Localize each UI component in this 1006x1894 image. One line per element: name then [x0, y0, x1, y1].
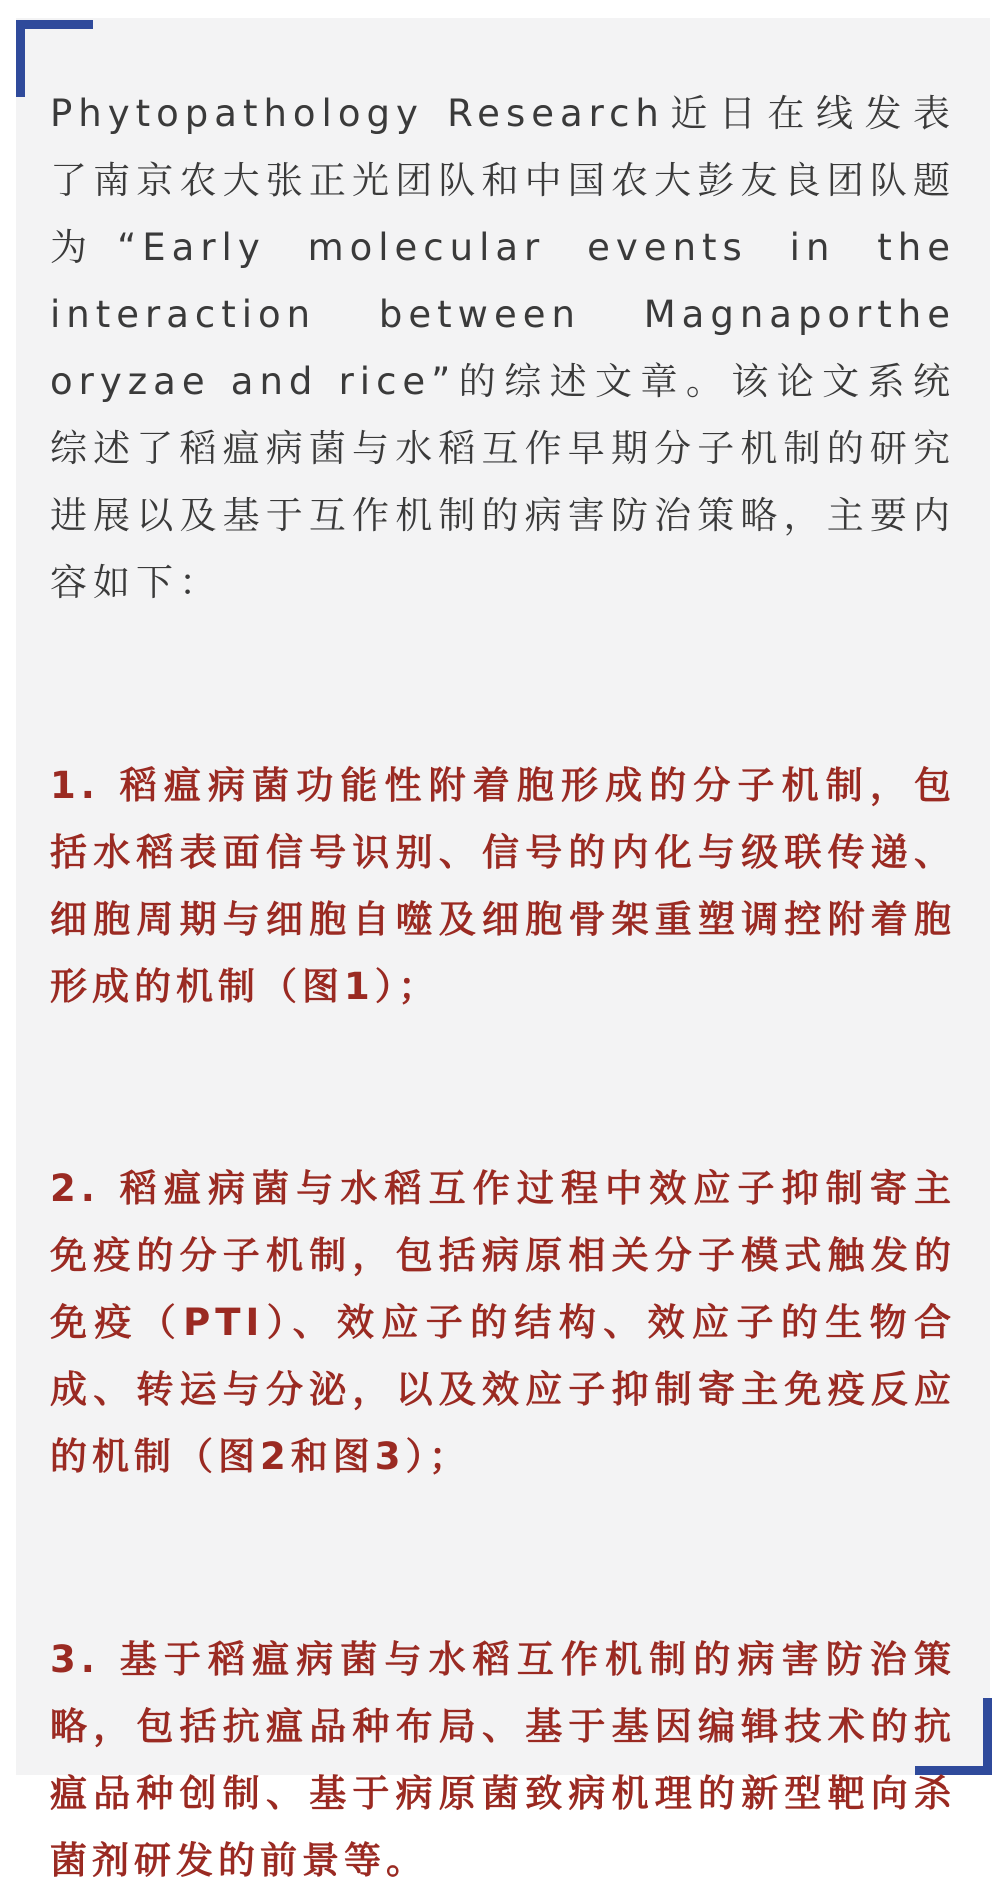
key-point-2: 2. 稻瘟病菌与水稻互作过程中效应子抑制寄主免疫的分子机制，包括病原相关分子模式触发的免疫（PTI）、效应子的结构、效应子的生物合成、转运与分泌，以及效应子抑制寄主免疫反应的机制（图2和图3）； — [50, 1167, 956, 1478]
key-point-3: 3. 基于稻瘟病菌与水稻互作机制的病害防治策略，包括抗瘟品种布局、基于基因编辑技术的抗瘟品种创制、基于病原菌致病机理的新型靶向杀菌剂研发的前景等。 — [50, 1638, 956, 1882]
key-point-1: 1. 稻瘟病菌功能性附着胞形成的分子机制，包括水稻表面信号识别、信号的内化与级联传递、细胞周期与细胞自噬及细胞骨架重塑调控附着胞形成的机制（图1）； — [50, 764, 956, 1008]
intro-paragraph: Phytopathology Research近日在线发表了南京农大张正光团队和中国农大彭友良团队题为“Early molecular events in the interaction between Magnaporthe oryzae and rice”的综述文章。该论文系统综述了稻瘟病菌与水稻互作早期分子机制的研究进展以及基于互作机制的病害防治策略，主要内容如下： — [50, 92, 956, 604]
article-body — [50, 80, 956, 1894]
